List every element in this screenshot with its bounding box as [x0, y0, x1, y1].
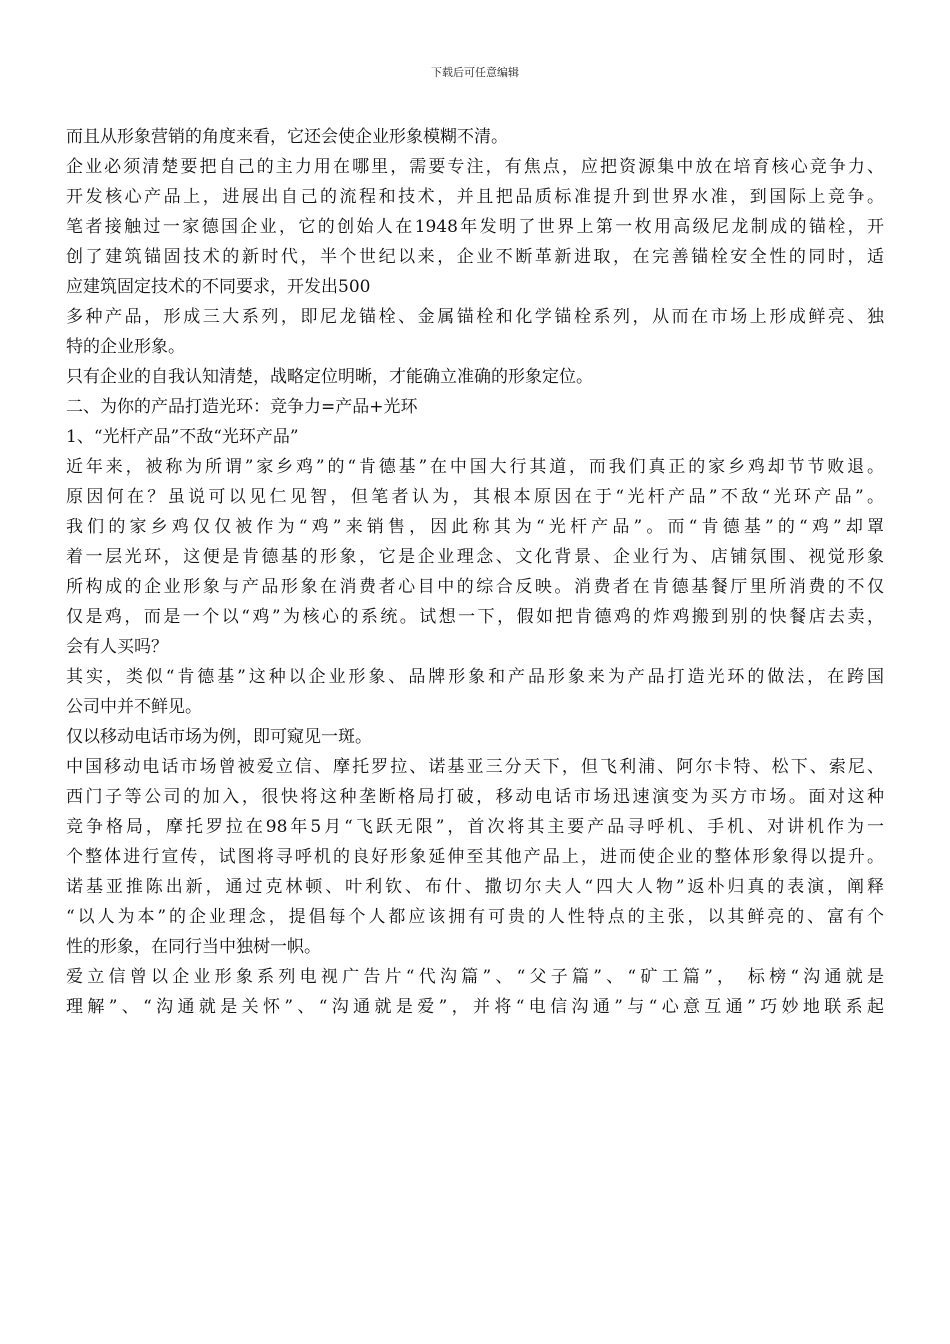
text-line: 仅是鸡，而是一个以“鸡”为核心的系统。试想一下，假如把肯德鸡的炸鸡搬到别的快餐店去卖，	[66, 607, 884, 627]
text-line: 个整体进行宣传，试图将寻呼机的良好形象延伸至其他产品上，进而使企业的整体形象得以提升。	[66, 847, 884, 867]
subsection-heading: 1、“光杆产品”不敌“光环产品”	[66, 427, 299, 447]
text-line: 爱立信曾以企业形象系列电视广告片“代沟篇”、“父子篇”、“矿工篇”， 标榜“沟通就是	[66, 967, 884, 987]
text-line: 应建筑固定技术的不同要求，开发出500	[66, 277, 371, 297]
text-line: 笔者接触过一家德国企业，它的创始人在1948年发明了世界上第一枚用高级尼龙制成的锚栓，开	[66, 217, 884, 237]
text-line: 我们的家乡鸡仅仅被作为“鸡”来销售，因此称其为“光杆产品”。而“肯德基”的“鸡”却罩	[66, 517, 884, 537]
section-heading: 二、为你的产品打造光环：竞争力=产品+光环	[66, 397, 418, 417]
text-line: 公司中并不鲜见。	[66, 697, 202, 717]
text-line: 企业必须清楚要把自己的主力用在哪里，需要专注，有焦点，应把资源集中放在培育核心竞争力、	[66, 157, 884, 177]
text-line: 近年来，被称为所谓”家乡鸡”的“肯德基”在中国大行其道，而我们真正的家乡鸡却节节败退。	[66, 457, 884, 477]
text-line: 多种产品，形成三大系列，即尼龙锚栓、金属锚栓和化学锚栓系列，从而在市场上形成鲜亮、独	[66, 307, 884, 327]
text-line: 会有人买吗？	[66, 637, 168, 657]
text-line: 仅以移动电话市场为例，即可窥见一斑。	[66, 727, 372, 747]
text-line: “以人为本”的企业理念，提倡每个人都应该拥有可贵的人性特点的主张，以其鲜亮的、富有个	[66, 907, 884, 927]
text-line: 原因何在？虽说可以见仁见智，但笔者认为，其根本原因在于“光杆产品”不敌“光环产品”。	[66, 487, 884, 507]
text-line: 中国移动电话市场曾被爱立信、摩托罗拉、诺基亚三分天下，但飞利浦、阿尔卡特、松下、索尼、	[66, 757, 884, 777]
text-line: 创了建筑锚固技术的新时代，半个世纪以来，企业不断革新进取，在完善锚栓安全性的同时，适	[66, 247, 884, 267]
page-header: 下载后可任意编辑	[431, 66, 519, 79]
text-line: 理解”、“沟通就是关怀”、“沟通就是爱”，并将“电信沟通”与“心意互通”巧妙地联系起	[66, 997, 884, 1017]
text-line: 西门子等公司的加入，很快将这种垄断格局打破，移动电话市场迅速演变为买方市场。面对这种	[66, 787, 884, 807]
text-line: 着一层光环，这便是肯德基的形象，它是企业理念、文化背景、企业行为、店铺氛围、视觉形象	[66, 547, 884, 567]
text-line: 开发核心产品上，进展出自己的流程和技术，并且把品质标准提升到世界水准，到国际上竞争。	[66, 187, 884, 207]
text-line: 诺基亚推陈出新，通过克林顿、叶利钦、布什、撒切尔夫人“四大人物”返朴归真的表演，阐释	[66, 877, 884, 897]
text-line: 特的企业形象。	[66, 337, 185, 357]
text-line: 只有企业的自我认知清楚，战略定位明晰，才能确立准确的形象定位。	[66, 367, 593, 387]
text-line: 性的形象，在同行当中独树一帜。	[66, 937, 321, 957]
text-line: 其实，类似“肯德基”这种以企业形象、品牌形象和产品形象来为产品打造光环的做法，在跨国	[66, 667, 884, 687]
text-line: 所构成的企业形象与产品形象在消费者心目中的综合反映。消费者在肯德基餐厅里所消费的不仅	[66, 577, 884, 597]
text-line: 而且从形象营销的角度来看，它还会使企业形象模糊不清。	[66, 127, 508, 147]
text-line: 竞争格局，摩托罗拉在98年5月“飞跃无限”，首次将其主要产品寻呼机、手机、对讲机作为一	[66, 817, 884, 837]
document-body	[66, 122, 884, 1022]
